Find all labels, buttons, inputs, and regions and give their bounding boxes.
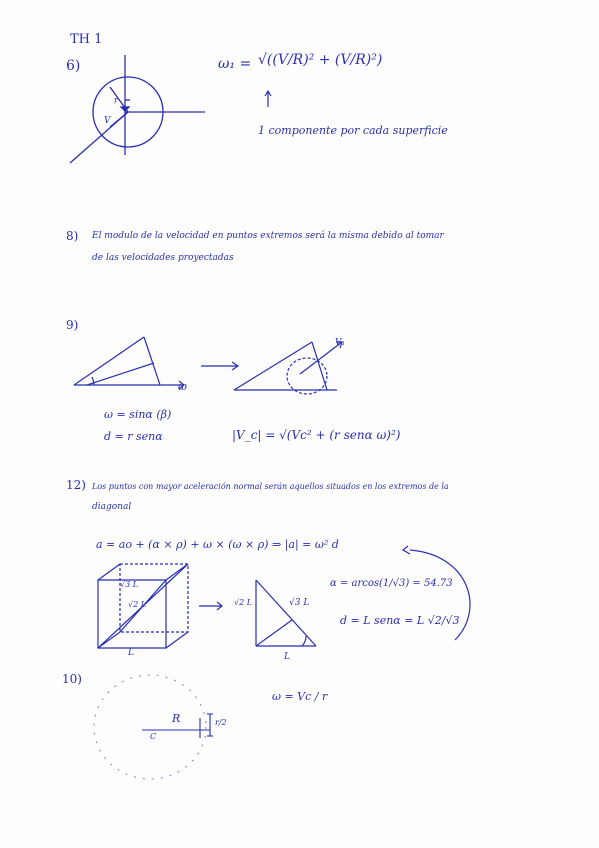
problem-6-formula-lhs: ω₁ = bbox=[218, 56, 252, 72]
problem-10-omega-eq: ω = Vc / r bbox=[272, 690, 328, 703]
problem-6-note: 1 componente por cada superficie bbox=[258, 124, 448, 137]
problem-12-dist-eq: d = L senα = L √2/√3 bbox=[340, 614, 460, 627]
problem-12-tri-diag: √3 L bbox=[289, 598, 310, 608]
problem-8-line1: El modulo de la velocidad en puntos extremos será la misma debido al tomar bbox=[92, 231, 444, 241]
problem-8-label: 8) bbox=[66, 229, 79, 243]
problem-9-axis-label: ω bbox=[178, 380, 187, 393]
problem-12-line2: diagonal bbox=[92, 502, 132, 512]
problem-12-tri-base: L bbox=[284, 652, 290, 662]
problem-12-label: 12) bbox=[66, 478, 86, 492]
problem-12-cube-diag: √3 L bbox=[120, 580, 139, 589]
problem-9-cone-sketch bbox=[72, 335, 187, 390]
problem-12-line1: Los puntos con mayor aceleración normal serán aquellos situados en los extremos de la bbox=[92, 482, 449, 491]
problem-12-accel-eq: a = ao + (α × ρ) + ω × (ω × ρ) ⇒ |a| = ω² d bbox=[96, 538, 339, 551]
problem-6-sketch bbox=[70, 55, 220, 165]
problem-9-d-eq: d = r senα bbox=[104, 430, 163, 443]
problem-10-wheel-sketch bbox=[92, 672, 242, 787]
problem-6-formula-rhs: √((V/R)² + (V/R)²) bbox=[258, 52, 383, 68]
problem-10-bracket-label: r/2 bbox=[215, 718, 227, 727]
problem-9-rotation-sketch bbox=[232, 338, 347, 396]
problem-12-face-diag: √2 L bbox=[128, 600, 147, 609]
problem-9-label: 9) bbox=[66, 318, 79, 332]
problem-10-point-c: C bbox=[150, 732, 157, 741]
problem-9-vel-eq: |V_c| = √(Vc² + (r senα ω)²) bbox=[232, 428, 401, 442]
problem-12-triangle-sketch bbox=[254, 578, 324, 648]
problem-10-radius-label: R bbox=[172, 712, 181, 725]
problem-9-vel-label: V₁ bbox=[335, 338, 346, 348]
problem-12-cube-base: L bbox=[128, 648, 134, 658]
problem-8-line2: de las velocidades proyectadas bbox=[92, 253, 234, 263]
problem-6-r-label: r bbox=[114, 96, 119, 106]
problem-9-omega-eq: ω = sinα (β) bbox=[104, 408, 172, 421]
problem-10-label: 10) bbox=[62, 672, 82, 686]
up-arrow-icon bbox=[263, 90, 273, 108]
problem-12-angle-eq: α = arcos(1/√3) = 54.73 bbox=[330, 578, 453, 589]
problem-6-label: 6) bbox=[66, 58, 81, 74]
problem-6-v-label: V bbox=[104, 116, 111, 126]
page-title: TH 1 bbox=[70, 32, 103, 47]
curved-arrow-icon bbox=[400, 540, 480, 650]
problem-12-tri-side: √2 L bbox=[234, 598, 253, 607]
right-arrow-icon bbox=[198, 601, 224, 611]
